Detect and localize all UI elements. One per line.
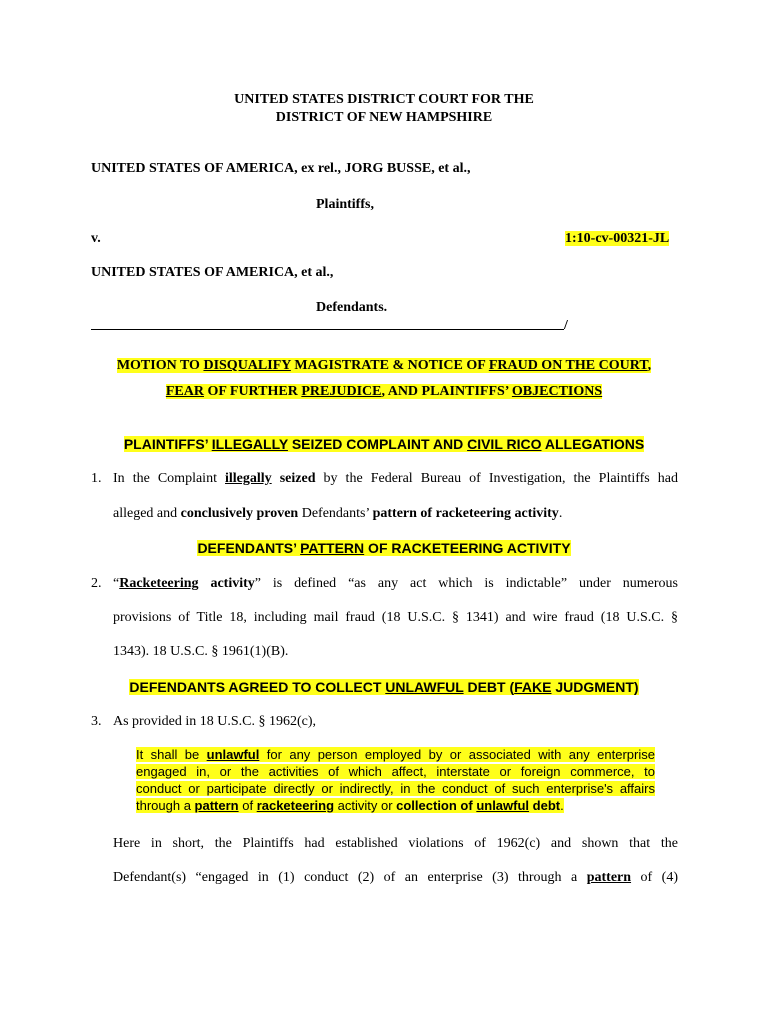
title-disqualify: DISQUALIFY: [203, 358, 291, 373]
section-heading-2: [0, 539, 768, 557]
motion-title-line1: [0, 357, 768, 375]
text-run: Defendants’: [298, 506, 373, 521]
title-text: OF FURTHER: [203, 384, 302, 399]
motion-title-line2: [0, 383, 768, 401]
text-debt: debt: [529, 798, 561, 813]
quote-line-highlight: engaged in, or the activities of which affect, interstate or foreign commerce, to: [136, 764, 655, 779]
text-run: ” is defined “as any act which is indictable” under numerous: [254, 576, 678, 591]
heading-text: JUDGMENT): [551, 679, 639, 695]
text-racketeering: Racketeering: [119, 576, 199, 591]
paragraph-3-cont-line2: [113, 869, 678, 887]
heading-text: PLAINTIFFS’: [123, 436, 212, 452]
motion-title-line1-highlight: [117, 358, 651, 373]
heading-text: DEBT (: [463, 679, 515, 695]
text-pattern: pattern: [194, 798, 239, 813]
title-objections: OBJECTIONS: [511, 384, 603, 399]
plaintiff-party: UNITED STATES OF AMERICA, ex rel., JORG BUSSE, et al.,: [91, 161, 471, 176]
text-pattern: pattern: [586, 870, 632, 885]
plaintiffs-label: Plaintiffs,: [316, 197, 374, 212]
section-heading-1: [0, 435, 768, 453]
quote-line-highlight: [136, 747, 655, 762]
defendants-label: Defendants.: [316, 300, 388, 315]
heading-text: DEFENDANTS’: [197, 540, 301, 556]
text-run: Defendant(s) “engaged in (1) conduct (2) of an enterprise (3) through a: [113, 870, 587, 885]
heading-text: ALLEGATIONS: [541, 436, 645, 452]
case-number: [565, 230, 669, 248]
motion-title-line2-highlight: [166, 384, 602, 399]
text-run: .: [560, 798, 564, 813]
text-conclusively-proven: conclusively proven: [180, 506, 299, 521]
heading-civil-rico: CIVIL RICO: [467, 436, 542, 452]
text-run: of (4): [631, 870, 678, 885]
paragraph-2-line3: 1343). 18 U.S.C. § 1961(1)(B).: [113, 644, 289, 659]
text-unlawful: unlawful: [476, 798, 530, 813]
title-text: MAGISTRATE & NOTICE OF: [290, 358, 489, 373]
section-heading-3-highlight: [129, 679, 638, 695]
heading-pattern: PATTERN: [300, 540, 365, 556]
text-collection-of: collection of: [396, 798, 477, 813]
section-heading-2-highlight: [197, 540, 570, 556]
paragraph-1-line2: [113, 505, 562, 523]
text-activity: activity: [198, 576, 255, 591]
caption-rule-end: /: [564, 318, 568, 333]
versus: v.: [91, 231, 101, 246]
paragraph-2-line1: [113, 575, 678, 593]
section-heading-1-highlight: [124, 436, 644, 452]
text-run: “: [113, 576, 120, 591]
statute-block-quote: [136, 746, 655, 814]
text-racketeering: racketeering: [256, 798, 335, 813]
paragraph-3-intro: As provided in 18 U.S.C. § 1962(c),: [113, 714, 316, 729]
paragraph-3-number: 3.: [91, 714, 102, 729]
title-fraud-on-court: FRAUD ON THE COURT: [488, 358, 648, 373]
heading-text: DEFENDANTS AGREED TO COLLECT: [129, 679, 386, 695]
quote-line-1: [136, 746, 655, 763]
text-run: of: [238, 798, 257, 813]
text-run: through a: [136, 798, 195, 813]
text-run: activity or: [334, 798, 397, 813]
text-unlawful: unlawful: [206, 747, 260, 762]
text-run: alleged and: [113, 506, 181, 521]
paragraph-2-number: 2.: [91, 576, 102, 591]
case-number-text: 1:10-cv-00321-JL: [565, 231, 670, 246]
text-seized: seized: [271, 471, 316, 486]
defendant-party: UNITED STATES OF AMERICA, et al.,: [91, 265, 334, 280]
text-run: by the Federal Bureau of Investigation, the Plaintiffs had: [315, 471, 678, 486]
heading-text: OF RACKETEERING ACTIVITY: [364, 540, 571, 556]
heading-illegally: ILLEGALLY: [211, 436, 288, 452]
text-run: .: [558, 506, 563, 521]
heading-unlawful: UNLAWFUL: [385, 679, 464, 695]
caption-rule: [91, 329, 564, 330]
text-illegally: illegally: [225, 471, 272, 486]
court-name-line1: UNITED STATES DISTRICT COURT FOR THE: [234, 92, 534, 107]
paragraph-1-number: 1.: [91, 471, 102, 486]
title-text: , AND PLAINTIFFS’: [381, 384, 512, 399]
text-run: for any person employed by or associated with any enterprise: [259, 747, 655, 762]
paragraph-2-line2: provisions of Title 18, including mail fraud (18 U.S.C. § 1341) and wire fraud (18 U.S.C. §: [113, 610, 678, 625]
title-prejudice: PREJUDICE: [301, 384, 382, 399]
title-text: MOTION TO: [116, 358, 204, 373]
court-name-line2: DISTRICT OF NEW HAMPSHIRE: [275, 110, 493, 125]
heading-text: SEIZED COMPLAINT AND: [287, 436, 468, 452]
quote-line-highlight: [136, 798, 564, 813]
section-heading-3: [0, 678, 768, 696]
quote-line-3: [136, 780, 655, 797]
text-run: In the Complaint: [113, 471, 225, 486]
title-text: ,: [647, 358, 652, 373]
quote-line-highlight: conduct or participate directly or indirectly, in the conduct of such enterprise's affairs: [136, 781, 655, 796]
quote-line-2: [136, 763, 655, 780]
paragraph-3-cont-line1: Here in short, the Plaintiffs had established violations of 1962(c) and shown that the: [113, 836, 678, 851]
text-pattern-of-racketeering: pattern of racketeering activity: [372, 506, 559, 521]
text-run: It shall be: [136, 747, 207, 762]
quote-line-4: [136, 797, 655, 814]
heading-fake: FAKE: [514, 679, 552, 695]
paragraph-1-line1: [113, 470, 678, 488]
title-fear: FEAR: [165, 384, 204, 399]
